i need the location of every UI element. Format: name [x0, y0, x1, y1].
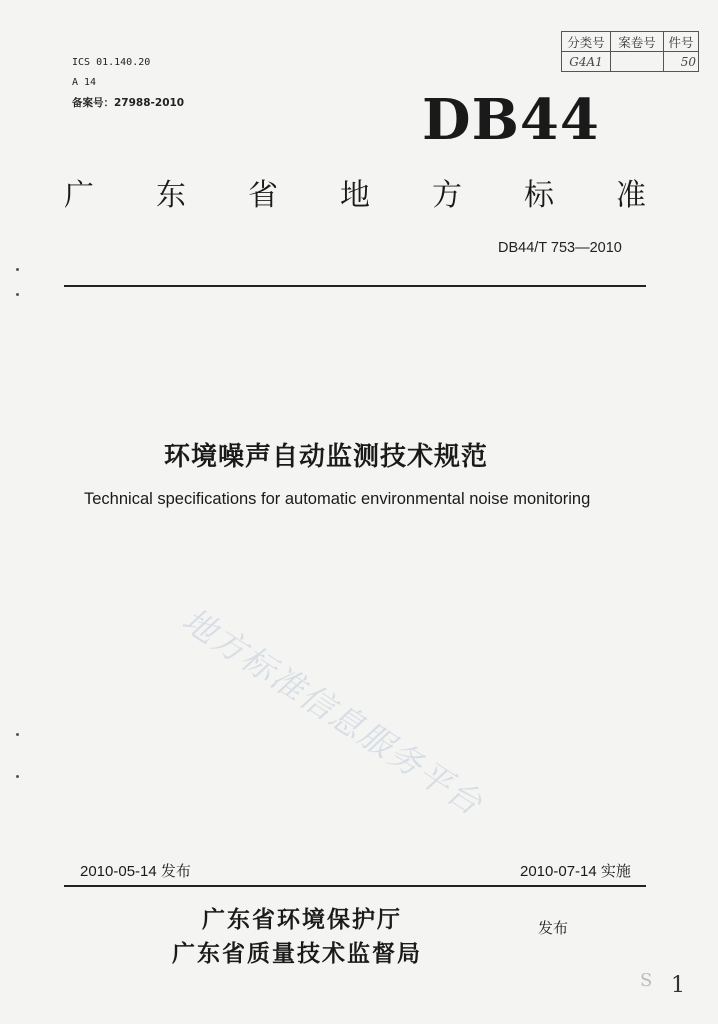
issuer-environment: 广东省环境保护厅	[202, 906, 402, 933]
faint-mark: S	[640, 970, 653, 991]
title-char: 方	[432, 178, 462, 213]
scan-dot	[16, 268, 19, 271]
title-char: 地	[340, 178, 370, 213]
watermark: 地方标准信息服务平台	[175, 600, 491, 824]
title-char: 广	[64, 178, 94, 213]
document-title-en: Technical specifications for automatic environmental noise monitoring	[84, 490, 591, 508]
title-char: 省	[248, 178, 278, 213]
scan-dot	[16, 775, 19, 778]
stamp-header-item: 件号	[664, 32, 699, 52]
issue-label: 发布	[538, 919, 569, 937]
stamp-header-category: 分类号	[562, 32, 611, 52]
stamp-header-file: 案卷号	[611, 32, 664, 52]
release-date: 2010-05-14 发布	[80, 863, 191, 880]
title-char: 东	[156, 178, 186, 213]
page-number: 1	[671, 973, 685, 998]
stamp-value-category: G4A1	[562, 52, 611, 72]
title-char: 标	[524, 178, 554, 213]
standard-number: DB44/T 753—2010	[498, 240, 622, 256]
filing-number: 备案号：27988-2010	[72, 97, 185, 109]
issuer-quality: 广东省质量技术监督局	[172, 940, 422, 967]
document-title-cn: 环境噪声自动监测技术规范	[164, 442, 489, 472]
implement-date: 2010-07-14 实施	[520, 863, 631, 880]
standard-type-title	[64, 170, 646, 214]
scan-dot	[16, 293, 19, 296]
title-char: 准	[616, 178, 646, 213]
classification-stamp	[561, 31, 699, 72]
stamp-value-item: 50	[664, 52, 699, 72]
scan-dot	[16, 733, 19, 736]
ics-code: ICS 01.140.20	[72, 57, 151, 68]
header-divider	[64, 285, 646, 287]
classification-code: A 14	[72, 77, 97, 88]
standard-code-logo: DB44	[422, 87, 600, 153]
footer-divider	[64, 885, 646, 887]
stamp-value-file	[611, 52, 664, 72]
